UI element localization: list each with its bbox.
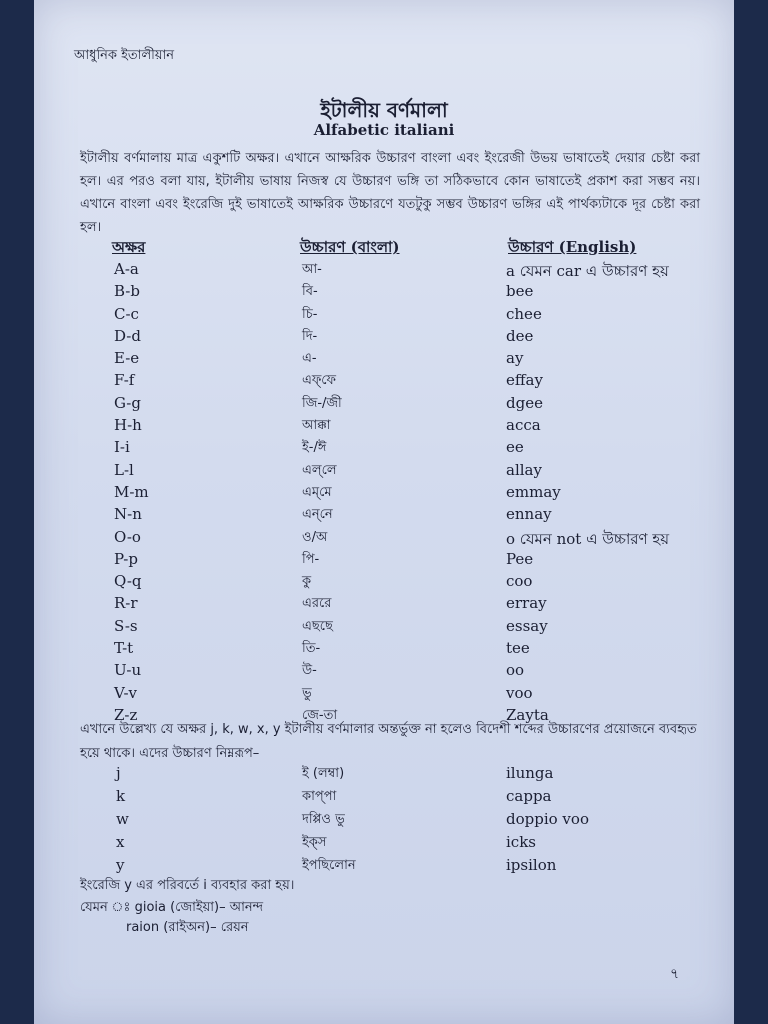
bangla-cell: পি- bbox=[302, 551, 320, 567]
bangla-cell: দপ্পিও ভু bbox=[302, 812, 345, 827]
letter-cell: R-r bbox=[114, 594, 138, 613]
english-cell: icks bbox=[506, 833, 536, 851]
table-row bbox=[34, 260, 734, 282]
foreign-letters-table bbox=[34, 764, 734, 879]
bangla-cell: জে-তা bbox=[302, 707, 338, 723]
page-subtitle: Alfabetic italiani bbox=[313, 121, 455, 139]
bangla-cell: কু bbox=[302, 574, 312, 590]
bangla-cell: এছছে bbox=[302, 618, 333, 634]
table-row bbox=[34, 810, 734, 833]
table-row bbox=[34, 349, 734, 371]
bangla-cell: এল্‌লে bbox=[302, 462, 337, 478]
english-cell: chee bbox=[506, 304, 542, 323]
foreign-letters-note: এখানে উল্লেখ্য যে অক্ষর j, k, w, x, y ইটালীয় বর্ণমালার অন্তর্ভুক্ত না হলেও বিদেশী শব্দের উচ্চারণের প্রয়োজনে ব্যবহৃত হয়ে থাকে। এদের উচ্চারণ নিম্নরূপ– bbox=[80, 722, 697, 761]
bangla-cell: ই-/ঈ bbox=[302, 440, 327, 456]
letter-cell: Z-z bbox=[114, 705, 138, 724]
table-row bbox=[34, 787, 734, 810]
english-cell: dgee bbox=[506, 393, 543, 412]
bangla-cell: ভু bbox=[302, 685, 312, 701]
english-cell: ay bbox=[506, 349, 524, 368]
english-cell: tee bbox=[506, 639, 530, 658]
letter-cell: y bbox=[116, 856, 125, 874]
table-row bbox=[34, 528, 734, 550]
bangla-cell: তি- bbox=[302, 641, 321, 657]
table-row bbox=[34, 833, 734, 856]
english-cell: doppio voo bbox=[506, 810, 589, 828]
letter-cell: D-d bbox=[114, 326, 141, 345]
running-header: আধুনিক ইতালীয়ান bbox=[74, 48, 175, 63]
table-row bbox=[34, 305, 734, 327]
letter-cell: w bbox=[116, 810, 129, 828]
english-cell: Pee bbox=[506, 549, 534, 568]
table-row bbox=[34, 371, 734, 393]
letter-cell: L-l bbox=[114, 460, 134, 479]
bangla-cell: উ- bbox=[302, 663, 317, 679]
english-cell: voo bbox=[506, 683, 533, 702]
letter-cell: M-m bbox=[114, 482, 149, 501]
letter-cell: x bbox=[116, 833, 125, 851]
bangla-cell: আক্কা bbox=[302, 418, 331, 434]
english-cell: ilunga bbox=[506, 764, 554, 782]
table-row bbox=[34, 461, 734, 483]
bangla-cell: এফ্‌ফে bbox=[302, 373, 337, 389]
letter-cell: N-n bbox=[114, 505, 142, 524]
letter-cell: G-g bbox=[114, 393, 141, 412]
bangla-cell: ইপছিলোন bbox=[302, 858, 356, 873]
book-page bbox=[34, 0, 734, 1024]
bangla-cell: ও/অ bbox=[302, 529, 328, 545]
english-cell: o যেমন not এ উচ্চারণ হয় bbox=[506, 529, 670, 548]
bangla-cell: জি-/জী bbox=[302, 395, 342, 411]
bangla-cell: দি- bbox=[302, 328, 318, 344]
bangla-cell: এম্‌মে bbox=[302, 484, 332, 500]
alphabet-table bbox=[34, 260, 734, 728]
letter-cell: P-p bbox=[114, 549, 138, 568]
letter-cell: k bbox=[116, 787, 126, 805]
bangla-cell: এ- bbox=[302, 351, 317, 367]
letter-cell: B-b bbox=[114, 282, 140, 301]
table-row bbox=[34, 483, 734, 505]
english-cell: coo bbox=[506, 572, 533, 591]
letter-cell: T-t bbox=[114, 639, 134, 658]
bangla-cell: ই (লম্বা) bbox=[302, 766, 345, 781]
column-header-letter: অক্ষর bbox=[112, 238, 146, 256]
letter-cell: S-s bbox=[114, 616, 138, 635]
table-row bbox=[34, 639, 734, 661]
page-title: ইটালীয় বর্ণমালা bbox=[320, 98, 448, 122]
table-row bbox=[34, 416, 734, 438]
letter-cell: j bbox=[116, 764, 121, 782]
letter-cell: Q-q bbox=[114, 572, 142, 591]
table-row bbox=[34, 661, 734, 683]
letter-cell: H-h bbox=[114, 416, 142, 435]
english-cell: Zayta bbox=[506, 705, 549, 724]
english-cell: oo bbox=[506, 661, 525, 680]
english-cell: allay bbox=[506, 460, 542, 479]
letter-cell: A-a bbox=[114, 260, 139, 278]
english-cell: erray bbox=[506, 594, 547, 613]
letter-cell: I-i bbox=[114, 438, 130, 457]
letter-cell: F-f bbox=[114, 371, 135, 390]
english-cell: ipsilon bbox=[506, 856, 557, 874]
page-number: ৭ bbox=[670, 966, 680, 982]
table-row bbox=[34, 282, 734, 304]
table-row bbox=[34, 327, 734, 349]
column-header-bangla: উচ্চারণ (বাংলা) bbox=[300, 238, 400, 256]
table-row bbox=[34, 684, 734, 706]
table-row bbox=[34, 572, 734, 594]
letter-cell: U-u bbox=[114, 661, 142, 680]
table-row bbox=[34, 594, 734, 616]
example-line: যেমন ঃ gioia (জোইয়া)– আনন্দ bbox=[80, 900, 264, 915]
bangla-cell: বি- bbox=[302, 284, 318, 300]
table-row bbox=[34, 394, 734, 416]
letter-cell: C-c bbox=[114, 304, 139, 323]
english-cell: effay bbox=[506, 371, 543, 390]
english-cell: cappa bbox=[506, 787, 552, 805]
english-cell: essay bbox=[506, 616, 548, 635]
letter-cell: O-o bbox=[114, 527, 141, 546]
table-row bbox=[34, 617, 734, 639]
letter-cell: E-e bbox=[114, 349, 140, 368]
example-line: raion (রাইঅন)– রেয়ন bbox=[126, 920, 249, 935]
letter-cell: V-v bbox=[114, 683, 137, 702]
bangla-cell: ইক্‌স bbox=[302, 835, 327, 850]
table-row bbox=[34, 764, 734, 787]
table-row bbox=[34, 505, 734, 527]
bangla-cell: চি- bbox=[302, 306, 318, 322]
english-cell: dee bbox=[506, 326, 534, 345]
english-cell: ee bbox=[506, 438, 524, 457]
english-cell: emmay bbox=[506, 482, 561, 501]
bangla-cell: কাপ্‌পা bbox=[302, 789, 337, 804]
bangla-cell: এন্‌নে bbox=[302, 507, 333, 523]
english-cell: a যেমন car এ উচ্চারণ হয় bbox=[506, 262, 669, 280]
bangla-cell: আ- bbox=[302, 262, 322, 277]
column-header-english: উচ্চারণ (English) bbox=[508, 238, 637, 256]
intro-paragraph: ইটালীয় বর্ণমালায় মাত্র একুশটি অক্ষর। এখানে আক্ষরিক উচ্চারণ বাংলা এবং ইংরেজী উভয় ভাষাতেই দেয়ার চেষ্টা করা হল। এর পরও বলা যায়, ইটালীয় ভাষায় নিজস্ব যে উচ্চারণ ভঙ্গি তা সঠিকভাবে কোন ভাষাতেই প্রকাশ করা সম্ভব নয়। এখানে বাংলা এবং ইংরেজি দুই ভাষাতেই আক্ষরিক উচ্চারণে যতটুকু সম্ভব উচ্চারণ ভঙ্গির এই পার্থক্যটাকে দূর চেষ্টা করা হল। bbox=[80, 151, 700, 235]
footnote: ইংরেজি y এর পরিবর্তে i ব্যবহার করা হয়। bbox=[80, 878, 295, 893]
english-cell: ennay bbox=[506, 505, 552, 524]
bangla-cell: এররে bbox=[302, 596, 332, 612]
table-row bbox=[34, 438, 734, 460]
english-cell: acca bbox=[506, 416, 541, 435]
english-cell: bee bbox=[506, 282, 534, 301]
table-row bbox=[34, 550, 734, 572]
